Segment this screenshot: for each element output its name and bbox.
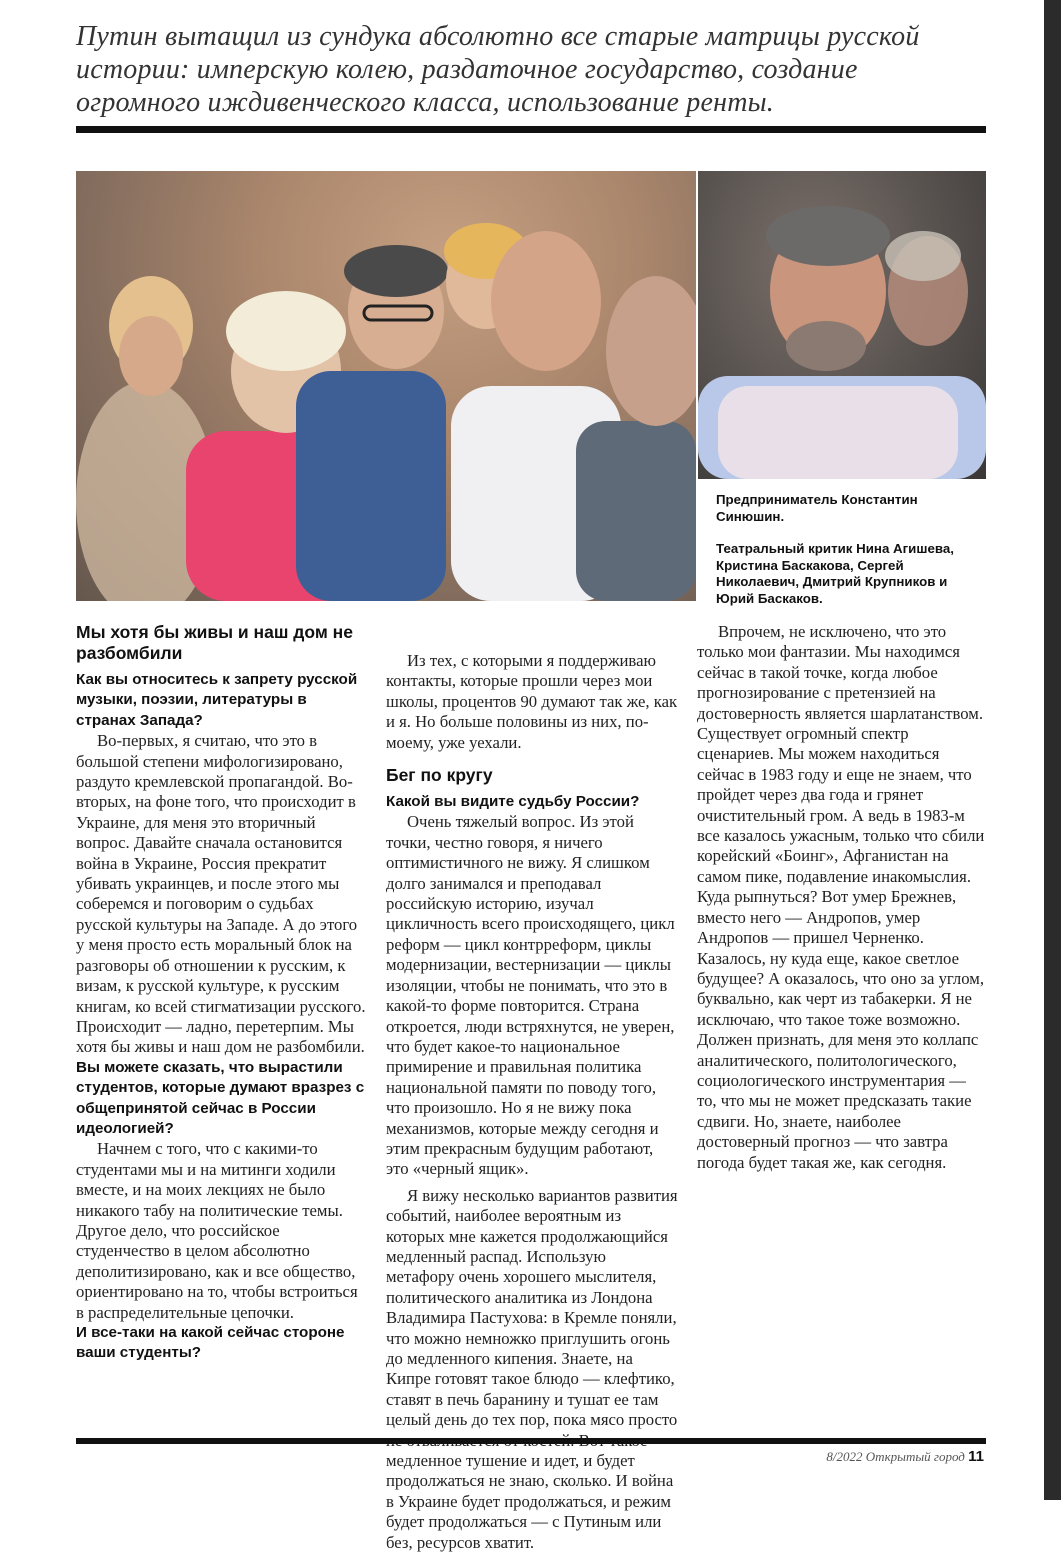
answer: Из тех, с которыми я поддерживаю контакты, которые прошли через мои школы, процентов 90 думают так же, как и я. Но больше половины из них, по-моему, уже уехали.	[386, 651, 678, 752]
answer: Очень тяжелый вопрос. Из этой точки, честно говоря, я ничего оптимистичного не вижу. Я слишком долго занимался и преподавал российскую историю, изучал цикличность всего происходящего, цикл реформ — цикл контрреформ, циклы модернизации, вестернизации — циклы изоляции, чтобы не понимать, что это в какой-то форме повторится. Страна откроется, люди встряхнутся, не уверен, что будет какое-то национальное примирение и правильная политика национальной памяти по поводу того, что произошло. Но я не вижу пока механизмов, которые между сегодня и этим прекрасным будущим работают, это «черный ящик».	[386, 812, 675, 1179]
speaker-photo	[698, 171, 986, 479]
section-heading: Мы хотя бы живы и наш дом не разбомбили	[76, 622, 353, 663]
question: И все-таки на какой сейчас стороне ваши студенты?	[76, 1324, 345, 1362]
question: Как вы относитесь к запрету русской музыки, поэзии, литературы в странах Запада?	[76, 671, 358, 729]
caption-audience: Театральный критик Нина Агишева, Кристина Баскакова, Сергей Николаевич, Дмитрий Крупников и Юрий Баскаков.	[716, 541, 954, 606]
bottom-rule	[76, 1438, 986, 1444]
section-heading: Бег по кругу	[386, 765, 493, 786]
article-column-1	[76, 622, 368, 1364]
audience-photo	[76, 171, 696, 601]
magazine-name: Открытый город	[865, 1449, 965, 1464]
issue-number: 8/2022	[826, 1449, 863, 1464]
top-rule	[76, 126, 986, 133]
answer: Начнем с того, что с какими-то студентами мы и на митинги ходили вместе, и на моих лекциях не было никакого табу на политические темы. Другое дело, что российское студенчество в целом абсолютно деполитизировано, как и все общество, ориентировано на то, чтобы встроиться в распределительные цепочки.	[76, 1139, 358, 1322]
caption-speaker: Предприниматель Константин Синюшин.	[716, 492, 918, 524]
article-column-2	[386, 651, 678, 1553]
pull-quote: Путин вытащил из сундука абсолютно все старые матрицы русской истории: имперскую колею, раздаточное государство, создание огромного иждивенческого класса, использование ренты.	[76, 21, 920, 118]
answer: Во-первых, я считаю, что это в большой степени мифологизировано, раздуто кремлевской пропагандой. Во-вторых, на фоне того, что происходит в Украине, для меня это вторичный вопрос. Давайте сначала остановится война в Украине, Россия прекратит убивать украинцев, и после этого мы соберемся и поговорим о судьбах русской культуры на Западе. А до этого у меня просто есть моральный блок на разговоры об отношении к русским, к визам, к русской культуре, к русским книгам, ко всей стигматизации русского. Происходит — ладно, перетерпим. Мы хотя бы живы и наш дом не разбомбили.	[76, 731, 366, 1057]
question: Вы можете сказать, что вырастили студентов, которые думают вразрез с общепринятой сейчас в России идеологией?	[76, 1058, 365, 1137]
page-edge-strip	[1044, 0, 1061, 1500]
page-footer	[826, 1448, 984, 1465]
article-column-3	[697, 622, 989, 1173]
question: Какой вы видите судьбу России?	[386, 793, 640, 811]
answer: Впрочем, не исключено, что это только мои фантазии. Мы находимся сейчас в такой точке, когда любое прогнозирование с претензией на достоверность является шарлатанством. Существует огромный спектр сценариев. Мы можем находиться сейчас в 1983 году и еще не знаем, что пройдет через два года и грянет очистительный гром. А ведь в 1983-м все казалось ужасным, только что сбили корейский «Боинг», Афганистан на самом пике, подавление инакомыслия. Куда рыпнуться? Вот умер Брежнев, вместо него — Андропов, умер Андропов — пришел Черненко. Казалось, ну куда еще, какое светлое будущее? А оказалось, что оно за углом, буквально, как черт из табакерки. Я не исключаю, что такое тоже возможно. Должен признать, для меня это коллапс аналитического, политологического, социологического инструментария — то, что мы не может предсказать такие сдвиги. Но, знаете, наиболее достоверный прогноз — что завтра погода будет такая же, как сегодня.	[697, 622, 985, 1172]
answer: Я вижу несколько вариантов развития событий, наиболее вероятным из которых мне кажется продолжающийся медленный распад. Использую метафору очень хорошего мыслителя, политического аналитика из Лондона Владимира Пастухова: в Кремле поняли, что можно немножко приглушить огонь до медленного кипения. Знаете, на Кипре готовят такое блюдо — клефтико, ставят в печь баранину и тушат ее там целый день до тех пор, пока мясо просто медленное тушение и идет, и будет продолжаться не знаю, сколько. И война в Украине будет продолжаться, и режим будет продолжаться — с Путиным или без, ресурсов хватит.	[386, 1185, 678, 1552]
page-number: 11	[968, 1448, 984, 1465]
